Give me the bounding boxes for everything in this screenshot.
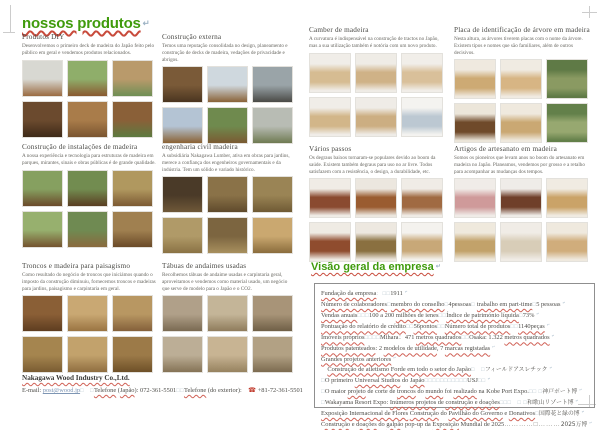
product-photo bbox=[112, 60, 153, 97]
overview-line bbox=[321, 332, 588, 343]
product-photo bbox=[500, 103, 542, 143]
text-run: □□ bbox=[461, 335, 470, 342]
products-column-right-b bbox=[454, 26, 591, 262]
product-photo bbox=[355, 97, 397, 137]
section-body: A subsidiária Nakagawa Lumber, ativa em obras para jardins, merece a confiança dos engenheiros governamentais e da indústria. Tem um sólido e variado histórico. bbox=[162, 153, 290, 173]
product-photo bbox=[112, 170, 153, 207]
section-engenharia-civil bbox=[162, 143, 296, 262]
text-run: □ bbox=[535, 411, 539, 418]
product-photo bbox=[454, 59, 496, 99]
return-mark-icon: ↵ bbox=[435, 264, 441, 270]
text-run: troncos bbox=[396, 387, 416, 395]
text-run: 4pessoas bbox=[448, 301, 472, 309]
text-run: mundo bbox=[425, 387, 444, 395]
text-run: doações bbox=[356, 421, 377, 429]
text-run: □ bbox=[518, 313, 523, 320]
text-run: ：□□ bbox=[376, 291, 391, 297]
text-run: Produtos patenteados bbox=[321, 345, 376, 353]
section-heading: Construção de instalações de madeira bbox=[22, 143, 138, 151]
overview-line bbox=[321, 354, 588, 364]
product-photo bbox=[454, 222, 496, 262]
text-run: Grandes projetos anteriores bbox=[321, 355, 392, 363]
section-heading: Vários passos bbox=[309, 145, 352, 153]
text-run: construção e doações bbox=[445, 398, 500, 406]
product-photo bbox=[309, 53, 351, 93]
text-run: □ bbox=[444, 302, 449, 309]
text-run: do bbox=[415, 387, 426, 395]
return-mark-icon: ↵ bbox=[549, 365, 553, 370]
product-photo bbox=[500, 222, 542, 262]
product-photo bbox=[500, 178, 542, 218]
text-run: realizado bbox=[453, 387, 477, 395]
product-photo bbox=[22, 170, 63, 207]
product-photo bbox=[401, 97, 443, 137]
photo-grid bbox=[22, 60, 156, 138]
overview-line bbox=[321, 299, 588, 310]
product-photo bbox=[401, 53, 443, 93]
text-run: Telefone bbox=[183, 387, 207, 394]
text-run: foi bbox=[443, 387, 454, 395]
product-photo bbox=[454, 103, 496, 143]
product-photo bbox=[546, 178, 588, 218]
text-run: Pavilhão do Governo bbox=[448, 410, 503, 418]
crop-mark bbox=[10, 5, 11, 32]
product-photo bbox=[454, 178, 496, 218]
overview-line bbox=[321, 408, 588, 419]
text-run: +81-72-361-5501 bbox=[256, 387, 303, 394]
section-body: Somos os pioneiros que levam anos no boom do artesanato em madeira no Japão. Planeamos, vendemos por grosso e a retalho para acompanhar as mudanças dos tempos. bbox=[454, 155, 585, 175]
text-run: □□ bbox=[405, 324, 414, 331]
product-photo bbox=[162, 217, 203, 254]
product-photo bbox=[207, 217, 248, 254]
product-photo bbox=[22, 60, 63, 97]
product-photo bbox=[22, 336, 63, 373]
text-run: Número total de produtos bbox=[444, 323, 511, 331]
text-run: □□ bbox=[510, 324, 519, 331]
overview-line bbox=[321, 419, 593, 430]
overview-line bbox=[321, 310, 588, 321]
text-run: de corte de bbox=[365, 387, 397, 395]
product-photo bbox=[112, 101, 153, 138]
text-run: ( bbox=[116, 387, 120, 394]
product-photo bbox=[546, 222, 588, 262]
text-run: Imóveis próprios bbox=[321, 334, 365, 342]
text-run: do bbox=[438, 410, 449, 418]
product-photo bbox=[112, 295, 153, 332]
text-run: Inúmeros projetos bbox=[389, 398, 437, 406]
company-name: Nakagawa Wood Industry Co.,Ltd. bbox=[22, 374, 130, 382]
text-run: e bbox=[350, 421, 357, 429]
text-run: □□□□ bbox=[364, 335, 381, 342]
product-photo bbox=[252, 336, 293, 373]
photo-grid bbox=[162, 295, 296, 373]
text-run: 100 a 200 bbox=[369, 312, 396, 320]
text-run: modelos de utilidade bbox=[383, 345, 437, 353]
overview-line bbox=[321, 397, 588, 408]
return-mark-icon: ↵ bbox=[393, 355, 397, 360]
product-photo bbox=[67, 60, 108, 97]
return-mark-icon: ↵ bbox=[404, 290, 408, 294]
section-heading: Placa de identificação de árvore em madeira bbox=[454, 26, 590, 34]
product-photo bbox=[355, 53, 397, 93]
text-run: 2025万博 bbox=[560, 422, 588, 429]
section-varios-passos bbox=[309, 145, 445, 262]
text-run: (do exterior): bbox=[206, 387, 249, 394]
photo-grid bbox=[22, 170, 156, 248]
product-photo bbox=[67, 336, 108, 373]
text-run: E-mail: bbox=[22, 387, 43, 394]
text-run: , 7 bbox=[436, 345, 445, 353]
product-photo bbox=[401, 178, 443, 218]
section-heading: engenharia civil madeira bbox=[162, 143, 238, 151]
section-construcao-externa bbox=[162, 33, 296, 143]
phone-icon: ☎ bbox=[248, 386, 257, 394]
text-run: Universal Studios bbox=[354, 376, 401, 384]
return-mark-icon: ↵ bbox=[487, 376, 491, 381]
text-run: na Kobe Port Expo. bbox=[476, 387, 529, 395]
photo-grid bbox=[309, 53, 445, 137]
text-run: □ bbox=[321, 399, 325, 406]
return-mark-icon: ↵ bbox=[579, 387, 583, 392]
return-mark-icon: ↵ bbox=[581, 410, 585, 415]
products-column-right-a bbox=[309, 26, 445, 262]
overview-line bbox=[321, 321, 588, 332]
text-run: : 2 bbox=[375, 345, 384, 353]
text-run: □□□ bbox=[357, 313, 370, 320]
section-heading: Troncos e madeira para paisagismo bbox=[22, 262, 131, 270]
product-photo bbox=[67, 170, 108, 207]
section-artesanato-madeira bbox=[454, 145, 591, 262]
section-body: Desenvolvemos o primeiro deck de madeira do Japão feito pelo público em geral e vendemos produtos relacionados. bbox=[22, 43, 155, 56]
section-body: Como resultado do negócio de troncos que iniciámos quando o imposto da construção diminuiu, fornecemos troncos e madeiras para jardins, paisagismo e carpintaria em geral. bbox=[22, 272, 156, 292]
section-camber-madeira bbox=[309, 26, 445, 145]
text-run: □□ □ bbox=[528, 388, 543, 395]
overview-line bbox=[321, 375, 588, 386]
product-photo bbox=[67, 295, 108, 332]
product-photo bbox=[207, 295, 248, 332]
text-run: Telefone bbox=[93, 387, 117, 394]
text-run: Pontuação do relatório de crédito bbox=[321, 323, 406, 331]
product-photo bbox=[252, 66, 293, 103]
section-placa-identificacao bbox=[454, 26, 591, 145]
photo-grid bbox=[162, 176, 296, 254]
crop-mark bbox=[582, 12, 597, 13]
footer-contact bbox=[22, 385, 314, 394]
text-run: galpão bbox=[386, 421, 404, 429]
text-run: de bbox=[436, 398, 446, 406]
section-heading: Construção externa bbox=[162, 33, 222, 41]
text-run: Índice de património líquida bbox=[446, 312, 519, 320]
text-run: Construção de atletismo Forde em todo o setor do Japão bbox=[327, 365, 471, 373]
product-photo bbox=[546, 103, 588, 143]
return-mark-icon: ↵ bbox=[492, 345, 496, 350]
text-run: □□□ □ □ bbox=[499, 399, 528, 406]
text-run: □□□□□□□□□□□ bbox=[424, 377, 468, 384]
product-photo bbox=[355, 178, 397, 218]
text-run: Fundação da empresa bbox=[321, 290, 377, 297]
return-mark-icon: ↵ bbox=[536, 312, 540, 317]
crop-mark bbox=[3, 32, 15, 33]
text-run: O primeiro bbox=[324, 376, 355, 384]
product-photo bbox=[500, 59, 542, 99]
text-run: 56pontos bbox=[413, 323, 438, 331]
photo-grid bbox=[22, 295, 156, 373]
text-run: □□ bbox=[437, 324, 445, 331]
text-run: 1140peças bbox=[518, 323, 545, 331]
text-run: Mundial de 2025 bbox=[458, 421, 505, 429]
product-photo bbox=[309, 222, 351, 262]
text-run: O maior bbox=[324, 387, 348, 395]
product-photo bbox=[207, 336, 248, 373]
text-run: USJ bbox=[467, 376, 478, 384]
return-mark-icon: ↵ bbox=[551, 334, 555, 339]
product-photo bbox=[162, 336, 203, 373]
section-body: Nesta altura, as árvores tiverem placas com o nome da árvore. Existem tipos e nomes que são familiares, além de outros decisivos. bbox=[454, 36, 583, 56]
photo-grid bbox=[454, 59, 591, 143]
text-run: Exposição Internacional de Flores bbox=[321, 410, 409, 418]
section-heading: Tábuas de andaimes usadas bbox=[162, 262, 247, 270]
text-run: marcas registadas bbox=[444, 345, 491, 353]
product-photo bbox=[309, 97, 351, 137]
overview-lines bbox=[321, 288, 593, 430]
text-run: □ bbox=[471, 302, 477, 309]
text-run: trabalho em part-time bbox=[476, 301, 533, 309]
text-run: projeto bbox=[347, 387, 366, 395]
section-body: Recolhemos tábuas de andaime usadas e carpintaria geral, aproveitamos e vendemos como material usado, um negócio que serve de modelo para o Japão e o CO2. bbox=[162, 272, 288, 292]
overview-line bbox=[321, 364, 588, 375]
product-photo bbox=[401, 222, 443, 262]
product-photo bbox=[546, 59, 588, 99]
text-run: フィールドアスレチック bbox=[484, 366, 548, 373]
product-photo bbox=[22, 295, 63, 332]
text-run: □ bbox=[321, 388, 325, 395]
page-title: nossos produtos ↵ bbox=[22, 15, 150, 32]
section-troncos-paisagismo bbox=[22, 262, 156, 373]
product-photo bbox=[162, 176, 203, 213]
text-run: ): 072-361-5501 bbox=[134, 387, 177, 394]
photo-grid bbox=[454, 178, 591, 262]
text-run: pop-up da bbox=[403, 421, 433, 429]
product-photo bbox=[207, 107, 248, 144]
text-run: □□ bbox=[438, 313, 447, 320]
text-run: 和歌山リゾート博 bbox=[527, 399, 574, 406]
return-mark-icon: ↵ bbox=[142, 19, 150, 28]
section-heading: Camber de madeira bbox=[309, 26, 369, 34]
product-photo bbox=[207, 176, 248, 213]
text-run: e bbox=[502, 410, 509, 418]
section-heading: Artigos de artesanato em madeira bbox=[454, 145, 557, 153]
return-mark-icon: ↵ bbox=[546, 323, 550, 328]
text-run: Wakayama Resort Expo: bbox=[324, 398, 390, 406]
return-mark-icon: ↵ bbox=[562, 301, 566, 306]
email-link[interactable]: post@wood.jp bbox=[42, 387, 81, 394]
product-photo bbox=[67, 101, 108, 138]
overview-line bbox=[321, 288, 588, 299]
text-run: Exposição bbox=[432, 421, 459, 429]
photo-grid bbox=[162, 66, 296, 144]
return-mark-icon: ↵ bbox=[589, 421, 593, 426]
product-photo bbox=[112, 336, 153, 373]
text-run: metros quadrados bbox=[416, 334, 462, 342]
section-body: Temos uma reputação consolidada no design, planeamento e construção de decks de madeira, vedações de privacidade e abrigos. bbox=[162, 43, 288, 63]
product-photo bbox=[252, 217, 293, 254]
text-run: 国際花と緑の博 bbox=[538, 411, 580, 418]
photo-grid bbox=[309, 178, 445, 262]
text-run: Número de colaboradores bbox=[321, 301, 388, 309]
text-run: □ □ bbox=[470, 366, 485, 373]
overview-line bbox=[321, 386, 588, 397]
text-run: 1911 bbox=[390, 290, 403, 297]
product-photo bbox=[309, 178, 351, 218]
section-construcao-instalacoes bbox=[22, 143, 156, 262]
product-photo bbox=[162, 295, 203, 332]
text-run: Donativos bbox=[508, 410, 536, 418]
product-photo bbox=[207, 66, 248, 103]
company-overview-box bbox=[314, 283, 595, 429]
return-mark-icon: ↵ bbox=[575, 398, 579, 403]
section-produtos-diy bbox=[22, 33, 156, 143]
text-run: Construção bbox=[409, 410, 439, 418]
text-run: 73% bbox=[522, 312, 535, 320]
product-photo bbox=[22, 211, 63, 248]
product-photo bbox=[112, 211, 153, 248]
text-run: □ bbox=[321, 377, 325, 384]
product-photo bbox=[22, 101, 63, 138]
text-run: Vendas anuais bbox=[321, 312, 358, 320]
text-run: □ bbox=[532, 302, 537, 309]
text-run: Japão bbox=[119, 387, 135, 394]
product-photo bbox=[355, 222, 397, 262]
products-column-left-a bbox=[22, 33, 156, 373]
text-run: □ □ bbox=[80, 388, 94, 394]
product-photo bbox=[67, 211, 108, 248]
text-run: 5 pessoas bbox=[536, 301, 561, 309]
text-run: milhões de ienes bbox=[395, 312, 439, 320]
product-photo bbox=[252, 176, 293, 213]
section-body: A curvatura é indispensável na construção de tractos no Japão, mas a sua utilização também é notória com um novo produto. bbox=[309, 36, 439, 49]
text-run: do bbox=[376, 421, 387, 429]
text-run: Mihara：471 bbox=[380, 334, 417, 342]
product-photo bbox=[252, 107, 293, 144]
text-run: Construção bbox=[321, 421, 351, 429]
section-body: Os degraus baixos tornaram-se populares devido ao boom da saúde. Existem também degraus para uso no ar livre. Todos satisfazem com a resistência, o design, a durabilidade, etc. bbox=[309, 155, 436, 175]
text-run: □ bbox=[387, 302, 391, 309]
company-overview-title: Visão geral da empresa ↵ bbox=[311, 261, 441, 273]
product-photo bbox=[162, 107, 203, 144]
product-photo bbox=[162, 66, 203, 103]
text-run: membro do conselho bbox=[390, 301, 445, 309]
overview-line bbox=[321, 343, 588, 353]
footer bbox=[22, 374, 314, 394]
text-run: □□ bbox=[477, 377, 486, 384]
product-photo bbox=[252, 295, 293, 332]
products-column-left-b bbox=[162, 33, 296, 373]
text-run: Japão bbox=[409, 376, 425, 384]
section-heading: Produtos DIY bbox=[22, 33, 65, 41]
section-body: A nossa experiência e tecnologia para estruturas de madeira em parques, mirantes, sinais e obras públicas é de grande qualidade. bbox=[22, 153, 156, 166]
text-run: …………□……… bbox=[504, 421, 561, 429]
text-run: Osaka: 1.322 bbox=[469, 334, 505, 342]
text-run: □□ bbox=[176, 388, 184, 394]
text-run: 神戸ポート博 bbox=[542, 388, 578, 395]
text-run: metros quadrados bbox=[504, 334, 550, 342]
text-run: do bbox=[400, 376, 410, 384]
section-tabuas-andaimes bbox=[162, 262, 296, 373]
